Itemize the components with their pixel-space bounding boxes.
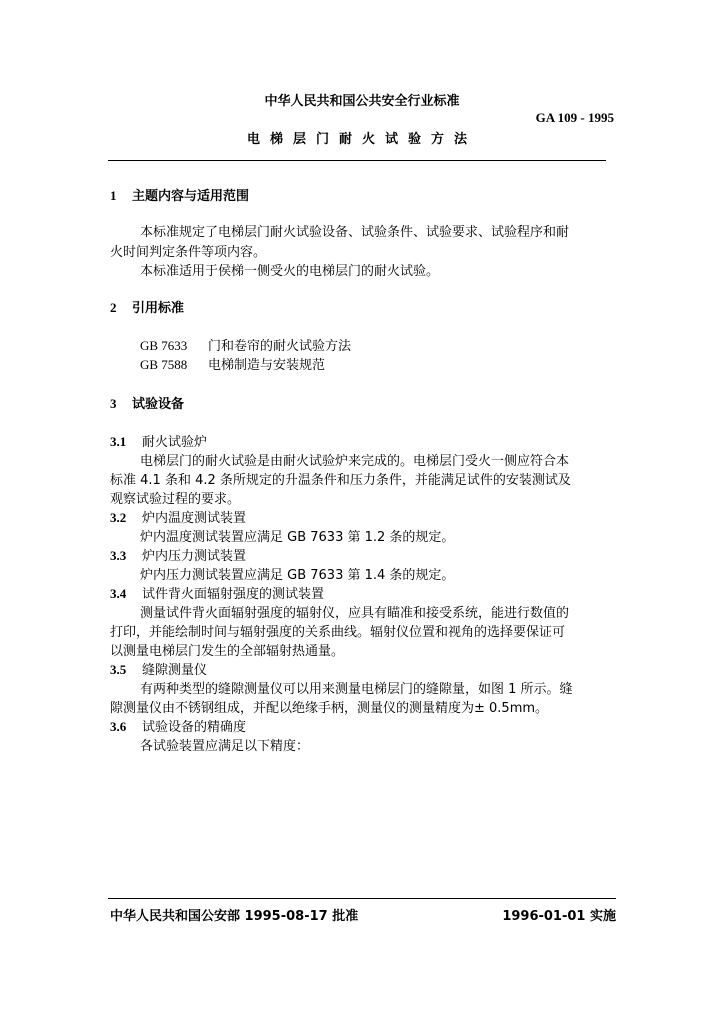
subsection-3-4-heading — [110, 583, 324, 602]
subsection-title: 耐火试验炉 — [142, 435, 208, 450]
section-number: 1 — [110, 188, 117, 203]
reference-item — [140, 335, 351, 354]
approval-note: 中华人民共和国公安部 1995-08-17 批准 — [110, 909, 359, 924]
section-3-heading — [110, 393, 184, 412]
reference-item — [140, 354, 325, 373]
reference-name: 电梯制造与安装规范 — [208, 358, 326, 373]
section-1-para-1-line-1: 本标准规定了电梯层门耐火试验设备、试验条件、试验要求、试验程序和耐 — [140, 225, 570, 240]
section-number: 2 — [110, 300, 117, 315]
subsection-3-5-heading — [110, 659, 207, 678]
footer-rule — [108, 898, 616, 899]
document-title: 电梯层门耐火试验方法 — [246, 132, 477, 147]
reference-code: GB 7633 — [140, 338, 188, 353]
subsection-number: 3.5 — [110, 662, 127, 677]
subsection-number: 3.6 — [110, 719, 127, 734]
section-1-para-1-line-2: 火时间判定条件等项内容。 — [110, 245, 267, 260]
reference-code: GB 7588 — [140, 357, 188, 372]
section-number: 3 — [110, 396, 117, 411]
section-title: 主题内容与适用范围 — [132, 189, 250, 204]
subsection-3-3-line-1: 炉内压力测试装置应满足 GB 7633 第 1.4 条的规定。 — [140, 568, 455, 583]
subsection-number: 3.1 — [110, 434, 127, 449]
subsection-3-2-line-1: 炉内温度测试装置应满足 GB 7633 第 1.2 条的规定。 — [140, 530, 455, 545]
section-1-para-2: 本标准适用于侯梯一侧受火的电梯层门的耐火试验。 — [140, 264, 440, 279]
subsection-title: 炉内温度测试装置 — [142, 511, 247, 526]
subsection-title: 试验设备的精确度 — [142, 720, 247, 735]
subsection-title: 缝隙测量仪 — [142, 663, 208, 678]
issuer-title: 中华人民共和国公共安全行业标准 — [264, 94, 460, 109]
subsection-3-6-line-1: 各试验装置应满足以下精度： — [140, 739, 310, 754]
subsection-3-1-line-2: 标准 4.1 条和 4.2 条所规定的升温条件和压力条件，并能满足试件的安装测试及 — [110, 473, 571, 488]
subsection-title: 试件背火面辐射强度的测试装置 — [142, 587, 325, 602]
subsection-3-5-line-1: 有两种类型的缝隙测量仪可以用来测量电梯层门的缝隙量，如图 1 所示。缝 — [140, 682, 573, 697]
subsection-3-1-line-1: 电梯层门的耐火试验是由耐火试验炉来完成的。电梯层门受火一侧应符合本 — [140, 454, 570, 469]
subsection-3-1-heading — [110, 431, 207, 450]
subsection-3-2-heading — [110, 507, 246, 526]
subsection-3-4-line-3: 以测量电梯层门发生的全部辐射热通量。 — [110, 644, 345, 659]
subsection-title: 炉内压力测试装置 — [142, 549, 247, 564]
reference-name: 门和卷帘的耐火试验方法 — [208, 339, 352, 354]
subsection-number: 3.2 — [110, 510, 127, 525]
subsection-number: 3.4 — [110, 586, 127, 601]
section-title: 引用标准 — [132, 301, 185, 316]
section-1-heading — [110, 185, 249, 204]
effective-date: 1996-01-01 实施 — [502, 909, 616, 924]
subsection-3-6-heading — [110, 716, 246, 735]
header-rule — [108, 160, 606, 161]
subsection-3-1-line-3: 观察试验过程的要求。 — [110, 492, 241, 507]
subsection-3-3-heading — [110, 545, 246, 564]
section-title: 试验设备 — [132, 397, 185, 412]
section-2-heading — [110, 297, 184, 316]
subsection-3-5-line-2: 隙测量仪由不锈钢组成，并配以绝缘手柄，测量仪的测量精度为± 0.5mm。 — [110, 701, 549, 716]
subsection-3-4-line-2: 打印，并能绘制时间与辐射强度的关系曲线。辐射仪位置和视角的选择要保证可 — [110, 625, 566, 640]
subsection-number: 3.3 — [110, 548, 127, 563]
standard-code: GA 109 - 1995 — [535, 110, 614, 125]
subsection-3-4-line-1: 测量试件背火面辐射强度的辐射仪，应具有瞄准和接受系统，能进行数值的 — [140, 606, 570, 621]
